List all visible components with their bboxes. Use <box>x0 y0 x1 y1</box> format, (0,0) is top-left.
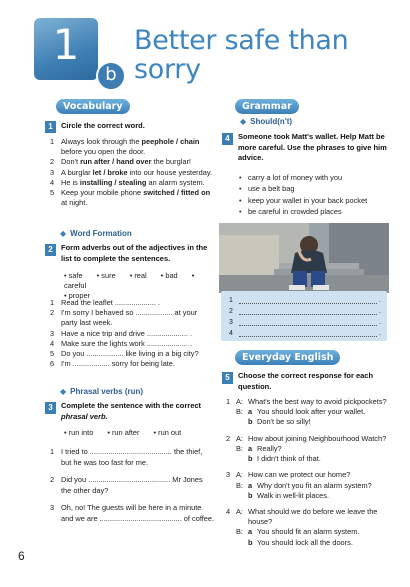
unit-letter: b <box>96 61 126 91</box>
list-item: 2 I'm sorry I behaved so .................. at your party last week. <box>50 308 198 328</box>
exercise-5-instruction: Choose the correct response for each question. <box>238 371 374 391</box>
word-item: • bad <box>160 271 178 280</box>
vocabulary-heading: Vocabulary <box>56 99 130 114</box>
word-item: • run after <box>107 428 140 437</box>
page-title <box>134 26 348 84</box>
list-item: 5 Keep your mobile phone switched / fitted on at night. <box>50 188 211 208</box>
exercise-1-list <box>50 137 214 209</box>
word-item: • safe <box>64 271 83 280</box>
exercise-3-list <box>50 446 218 525</box>
list-item: • be careful in crowded places <box>238 206 393 217</box>
list-item: 6 I'm .................. sorry for being late. <box>50 359 175 369</box>
page-number: 6 <box>18 549 25 563</box>
exercise-number-2: 2 <box>45 244 56 256</box>
phrasal-verbs-heading: ◆ Phrasal verbs (run) <box>60 387 144 396</box>
exercise-number-5: 5 <box>222 372 233 384</box>
list-item: 2 Don't run after / hand over the burglar! <box>50 157 191 167</box>
word-item: • run into <box>64 428 94 437</box>
exercise-2-instruction: Form adverbs out of the adjectives in the list to complete the sentences. <box>61 243 208 263</box>
phrasal-verb-list <box>64 428 214 438</box>
exercise-1-instruction: Circle the correct word. <box>61 121 145 130</box>
word-choice[interactable]: let / broke <box>92 167 128 177</box>
response-option[interactable]: I didn't think of that. <box>257 454 321 464</box>
response-option[interactable]: Don't be so silly! <box>257 417 311 427</box>
word-choice[interactable]: installing / stealing <box>79 177 147 187</box>
advice-phrase-list <box>238 172 393 218</box>
unit-number: 1 <box>52 20 80 69</box>
list-item: 5 Do you .................. like living in a big city? <box>50 349 199 359</box>
response-option[interactable]: You should lock all the doors. <box>257 537 353 547</box>
diamond-icon: ◆ <box>240 117 247 126</box>
list-item: 3 Have a nice trip and drive .................... . <box>50 328 193 338</box>
answer-line[interactable]: 3 . <box>229 319 381 326</box>
title-line-2: sorry <box>134 54 201 85</box>
dialogue-list <box>226 397 396 548</box>
exercise-2-list <box>50 298 214 370</box>
response-option[interactable]: Really? <box>257 443 282 453</box>
dialogue-item: 4 A: What should we do before we leave the house? B: a You should fit an alarm system. b You should lock all the doors. <box>226 506 378 547</box>
response-option[interactable]: You should look after your wallet. <box>257 407 366 417</box>
list-item: 2 Did you ........................................ Mr Jones the other day? <box>50 474 203 496</box>
word-item: • proper <box>64 291 91 301</box>
grammar-heading: Grammar <box>235 99 299 114</box>
exercise-4-instruction: Someone took Matt's wallet. Help Matt be more careful. Use the phrases to give him advice. <box>238 132 387 162</box>
list-item: 1 I tried to ........................................ the thief, but he was too fast for me. <box>50 447 203 468</box>
dialogue-item: 1 A: What's the best way to avoid pickpockets? B: a You should look after your wallet. b Don't be so silly! <box>226 397 387 427</box>
diamond-icon: ◆ <box>60 229 67 238</box>
list-item: • keep your wallet in your back pocket <box>238 195 393 206</box>
response-option[interactable]: Why don't you fit an alarm system? <box>257 480 372 490</box>
word-item: • real <box>129 271 147 280</box>
exercise-number-4: 4 <box>222 133 233 145</box>
answer-line[interactable]: 4 . <box>229 330 381 337</box>
dialogue-item: 2 A: How about joining Neighbourhood Watch? B: a Really? b I didn't think of that. <box>226 433 387 464</box>
answer-line[interactable]: 1 . <box>229 297 381 304</box>
word-formation-heading: ◆ Word Formation <box>60 229 132 238</box>
list-item: • use a belt bag <box>238 183 393 194</box>
word-choice[interactable]: run after / hand over <box>80 157 152 167</box>
diamond-icon: ◆ <box>60 387 67 396</box>
word-choice[interactable]: peephole / chain <box>141 137 200 146</box>
list-item: 3 Oh, no! The guests will be here in a minute and we are ........................................ of coffee. <box>50 502 215 524</box>
exercise-number-3: 3 <box>45 402 56 414</box>
list-item: • carry a lot of money with you <box>238 172 393 183</box>
word-item: • careful <box>64 271 195 291</box>
photo-worried-man <box>219 223 389 293</box>
list-item: 3 A burglar let / broke into our house yesterday. <box>50 167 213 177</box>
word-choice[interactable]: switched / fitted on <box>143 188 211 198</box>
exercise-3-instruction: Complete the sentence with the correct phrasal verb. <box>61 401 202 421</box>
list-item: 4 He is installing / stealing an alarm system. <box>50 177 205 187</box>
dialogue-item: 3 A: How can we protect our home? B: a Why don't you fit an alarm system? b Walk in well-lit places. <box>226 470 372 500</box>
word-item: • sure <box>96 271 116 280</box>
list-item: 1 Read the leaflet .................... . <box>50 298 160 307</box>
everyday-english-heading: Everyday English <box>235 350 340 365</box>
list-item: 4 Make sure the lights work .................... . <box>50 338 193 348</box>
advice-answer-box <box>221 291 387 341</box>
unit-badge <box>34 18 98 80</box>
worried-man-illustration <box>219 223 389 293</box>
response-option[interactable]: You should fit an alarm system. <box>257 527 360 537</box>
answer-line[interactable]: 2 . <box>229 308 381 315</box>
word-item: • run out <box>153 428 182 437</box>
title-line-1: Better safe than <box>134 25 349 56</box>
should-heading: ◆ Should(n't) <box>240 117 293 126</box>
response-option[interactable]: Walk in well-lit places. <box>257 490 330 500</box>
exercise-number-1: 1 <box>45 121 56 133</box>
list-item: 1 Always look through the peephole / chain before you open the door. <box>50 137 200 157</box>
